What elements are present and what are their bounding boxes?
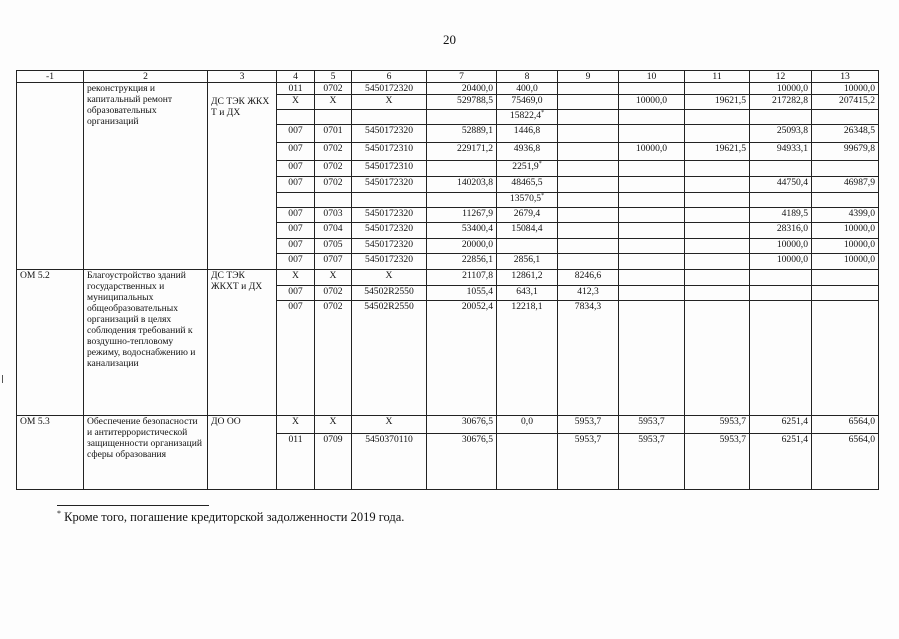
section-cell: 0703 <box>315 208 352 223</box>
table-row <box>17 270 879 286</box>
column-header: 4 <box>277 71 315 83</box>
amount-value: 4936,8 <box>513 143 541 154</box>
footnote-mark: * <box>57 508 61 518</box>
column-header: 13 <box>812 71 879 83</box>
year-2019-cell <box>497 434 558 490</box>
amount-value: 13570,5 <box>509 193 542 204</box>
year-2019-cell <box>497 95 558 110</box>
target-article-cell: 5450172310 <box>352 143 427 161</box>
year-2019-cell <box>497 416 558 434</box>
amount-value: 12218,1 <box>511 301 543 312</box>
year-2023-cell <box>750 161 812 177</box>
table-row <box>17 83 879 95</box>
grbs-cell: 007 <box>277 301 315 416</box>
year-2024-cell: 10000,0 <box>812 83 879 95</box>
target-article-cell: 5450370110 <box>352 434 427 490</box>
year-2021-cell <box>619 286 685 301</box>
measure-code <box>17 83 84 270</box>
year-2023-cell: 94933,1 <box>750 143 812 161</box>
section-cell: 0701 <box>315 125 352 143</box>
total-amount-cell <box>427 161 497 177</box>
year-2022-cell <box>685 177 750 193</box>
year-2022-cell <box>685 125 750 143</box>
year-2019-cell <box>497 208 558 223</box>
table-header-row <box>17 71 879 83</box>
year-2020-cell <box>558 110 619 125</box>
year-2021-cell <box>619 301 685 416</box>
grbs-cell <box>277 193 315 208</box>
section-cell: Х <box>315 95 352 110</box>
year-2019-cell <box>497 125 558 143</box>
column-header: 8 <box>497 71 558 83</box>
grbs-cell: 011 <box>277 83 315 95</box>
year-2020-cell <box>558 83 619 95</box>
column-header: 12 <box>750 71 812 83</box>
budget-table <box>16 70 879 490</box>
total-amount-cell: 140203,8 <box>427 177 497 193</box>
year-2024-cell: 6564,0 <box>812 434 879 490</box>
measure-name: Обеспечение безопасности и антитеррористической защищенности организаций сферы образования <box>84 416 208 490</box>
responsible-executor: ДС ТЭК ЖКХ Т и ДХ <box>208 83 277 270</box>
year-2020-cell <box>558 239 619 254</box>
year-2019-cell <box>497 161 558 177</box>
year-2021-cell: 10000,0 <box>619 143 685 161</box>
year-2019-cell <box>497 83 558 95</box>
year-2024-cell <box>812 301 879 416</box>
year-2024-cell: 4399,0 <box>812 208 879 223</box>
target-article-cell: Х <box>352 416 427 434</box>
table-row <box>17 416 879 434</box>
footnote-ref-mark: * <box>538 160 542 167</box>
year-2023-cell: 4189,5 <box>750 208 812 223</box>
year-2023-cell <box>750 193 812 208</box>
year-2023-cell: 6251,4 <box>750 416 812 434</box>
section-cell: 0702 <box>315 286 352 301</box>
year-2020-cell <box>558 254 619 270</box>
amount-value: 15822,4 <box>509 110 542 121</box>
target-article-cell: 54502R2550 <box>352 301 427 416</box>
total-amount-cell: 529788,5 <box>427 95 497 110</box>
year-2024-cell: 207415,2 <box>812 95 879 110</box>
page-number: 20 <box>443 32 456 47</box>
year-2024-cell <box>812 110 879 125</box>
section-cell: 0702 <box>315 83 352 95</box>
target-article-cell: 5450172320 <box>352 177 427 193</box>
year-2020-cell: 5953,7 <box>558 434 619 490</box>
total-amount-cell <box>427 193 497 208</box>
column-header: 10 <box>619 71 685 83</box>
year-2019-cell <box>497 223 558 239</box>
year-2023-cell: 25093,8 <box>750 125 812 143</box>
year-2020-cell <box>558 193 619 208</box>
year-2019-cell <box>497 286 558 301</box>
year-2024-cell: 46987,9 <box>812 177 879 193</box>
year-2022-cell <box>685 301 750 416</box>
grbs-cell: Х <box>277 95 315 110</box>
section-cell: 0702 <box>315 301 352 416</box>
amount-value: 2856,1 <box>513 254 541 265</box>
target-article-cell: 54502R2550 <box>352 286 427 301</box>
target-article-cell: Х <box>352 95 427 110</box>
grbs-cell: 011 <box>277 434 315 490</box>
year-2019-cell <box>497 301 558 416</box>
target-article-cell: 5450172320 <box>352 223 427 239</box>
year-2020-cell: 7834,3 <box>558 301 619 416</box>
year-2021-cell <box>619 83 685 95</box>
measure-name: Благоустройство зданий государственных и муниципальных общеобразовательных организаций в целях соблюдения требований к воздушно-тепловому режиму, водоснабжению и канализации <box>84 270 208 416</box>
measure-code: ОМ 5.2 <box>17 270 84 416</box>
amount-value: 2251,9 <box>512 161 539 172</box>
year-2019-cell <box>497 270 558 286</box>
footnote-separator <box>57 505 209 506</box>
grbs-cell: 007 <box>277 286 315 301</box>
footnote-ref-mark: * <box>541 192 545 199</box>
year-2023-cell: 44750,4 <box>750 177 812 193</box>
year-2024-cell: 10000,0 <box>812 239 879 254</box>
grbs-cell: 007 <box>277 239 315 254</box>
total-amount-cell: 20000,0 <box>427 239 497 254</box>
year-2022-cell <box>685 161 750 177</box>
year-2022-cell: 19621,5 <box>685 95 750 110</box>
year-2021-cell <box>619 208 685 223</box>
amount-value: 0,0 <box>521 416 533 427</box>
amount-value: 15084,4 <box>511 223 543 234</box>
total-amount-cell: 22856,1 <box>427 254 497 270</box>
year-2019-cell <box>497 193 558 208</box>
year-2021-cell: 10000,0 <box>619 95 685 110</box>
year-2021-cell <box>619 254 685 270</box>
target-article-cell: 5450172310 <box>352 161 427 177</box>
grbs-cell: 007 <box>277 125 315 143</box>
year-2022-cell: 19621,5 <box>685 143 750 161</box>
column-header: 2 <box>84 71 208 83</box>
year-2021-cell <box>619 161 685 177</box>
year-2019-cell <box>497 143 558 161</box>
grbs-cell: 007 <box>277 254 315 270</box>
total-amount-cell: 21107,8 <box>427 270 497 286</box>
year-2020-cell: 8246,6 <box>558 270 619 286</box>
year-2020-cell <box>558 177 619 193</box>
year-2024-cell <box>812 193 879 208</box>
year-2024-cell <box>812 270 879 286</box>
year-2023-cell: 217282,8 <box>750 95 812 110</box>
year-2023-cell: 28316,0 <box>750 223 812 239</box>
year-2020-cell <box>558 125 619 143</box>
total-amount-cell: 30676,5 <box>427 434 497 490</box>
amount-value: 2679,4 <box>513 208 541 219</box>
year-2022-cell <box>685 223 750 239</box>
year-2020-cell <box>558 208 619 223</box>
amount-value: 643,1 <box>516 286 538 297</box>
year-2022-cell: 5953,7 <box>685 434 750 490</box>
column-header: 9 <box>558 71 619 83</box>
column-header: 7 <box>427 71 497 83</box>
year-2024-cell: 6564,0 <box>812 416 879 434</box>
year-2022-cell <box>685 254 750 270</box>
grbs-cell: 007 <box>277 143 315 161</box>
year-2019-cell <box>497 239 558 254</box>
year-2019-cell <box>497 177 558 193</box>
grbs-cell: 007 <box>277 208 315 223</box>
year-2024-cell: 10000,0 <box>812 223 879 239</box>
measure-name: реконструкция и капитальный ремонт образовательных организаций <box>84 83 208 270</box>
column-header: 6 <box>352 71 427 83</box>
grbs-cell: 007 <box>277 177 315 193</box>
section-cell: 0709 <box>315 434 352 490</box>
total-amount-cell: 11267,9 <box>427 208 497 223</box>
target-article-cell: 5450172320 <box>352 208 427 223</box>
grbs-cell: Х <box>277 270 315 286</box>
year-2021-cell: 5953,7 <box>619 416 685 434</box>
target-article-cell <box>352 110 427 125</box>
amount-value: 12861,2 <box>511 270 543 281</box>
target-article-cell: 5450172320 <box>352 83 427 95</box>
footnote-text: Кроме того, погашение кредиторской задолженности 2019 года. <box>61 510 405 524</box>
year-2022-cell: 5953,7 <box>685 416 750 434</box>
year-2023-cell <box>750 301 812 416</box>
total-amount-cell: 20400,0 <box>427 83 497 95</box>
column-header: 11 <box>685 71 750 83</box>
total-amount-cell: 1055,4 <box>427 286 497 301</box>
column-header: -1 <box>17 71 84 83</box>
year-2022-cell <box>685 193 750 208</box>
year-2019-cell <box>497 254 558 270</box>
year-2020-cell <box>558 95 619 110</box>
year-2022-cell <box>685 83 750 95</box>
year-2022-cell <box>685 110 750 125</box>
total-amount-cell: 53400,4 <box>427 223 497 239</box>
year-2021-cell <box>619 270 685 286</box>
column-header: 3 <box>208 71 277 83</box>
responsible-executor: ДС ТЭК ЖКХТ и ДХ <box>208 270 277 416</box>
year-2023-cell: 10000,0 <box>750 254 812 270</box>
measure-code: ОМ 5.3 <box>17 416 84 490</box>
footnote-ref-mark: * <box>541 109 545 116</box>
year-2023-cell: 10000,0 <box>750 239 812 254</box>
scan-margin-mark <box>2 375 3 383</box>
total-amount-cell: 20052,4 <box>427 301 497 416</box>
amount-value: 1446,8 <box>513 125 541 136</box>
grbs-cell <box>277 110 315 125</box>
year-2022-cell <box>685 239 750 254</box>
section-cell: 0702 <box>315 177 352 193</box>
section-cell: Х <box>315 416 352 434</box>
year-2021-cell <box>619 110 685 125</box>
target-article-cell: Х <box>352 270 427 286</box>
year-2021-cell <box>619 239 685 254</box>
year-2024-cell <box>812 161 879 177</box>
total-amount-cell: 30676,5 <box>427 416 497 434</box>
amount-value: 400,0 <box>516 83 538 94</box>
section-cell: 0704 <box>315 223 352 239</box>
target-article-cell <box>352 193 427 208</box>
grbs-cell: Х <box>277 416 315 434</box>
section-cell: 0705 <box>315 239 352 254</box>
grbs-cell: 007 <box>277 161 315 177</box>
amount-value: 48465,5 <box>511 177 543 188</box>
year-2021-cell <box>619 193 685 208</box>
year-2022-cell <box>685 270 750 286</box>
amount-value: 75469,0 <box>511 95 543 106</box>
year-2021-cell: 5953,7 <box>619 434 685 490</box>
column-header: 5 <box>315 71 352 83</box>
section-cell: 0702 <box>315 161 352 177</box>
year-2023-cell <box>750 110 812 125</box>
year-2023-cell: 6251,4 <box>750 434 812 490</box>
footnote <box>57 510 404 525</box>
year-2021-cell <box>619 223 685 239</box>
responsible-executor: ДО ОО <box>208 416 277 490</box>
section-cell <box>315 110 352 125</box>
year-2020-cell: 412,3 <box>558 286 619 301</box>
total-amount-cell: 229171,2 <box>427 143 497 161</box>
year-2021-cell <box>619 125 685 143</box>
year-2023-cell: 10000,0 <box>750 83 812 95</box>
year-2024-cell: 26348,5 <box>812 125 879 143</box>
target-article-cell: 5450172320 <box>352 125 427 143</box>
year-2021-cell <box>619 177 685 193</box>
year-2023-cell <box>750 270 812 286</box>
year-2024-cell: 99679,8 <box>812 143 879 161</box>
target-article-cell: 5450172320 <box>352 254 427 270</box>
year-2022-cell <box>685 208 750 223</box>
section-cell <box>315 193 352 208</box>
year-2024-cell <box>812 286 879 301</box>
section-cell: Х <box>315 270 352 286</box>
year-2024-cell: 10000,0 <box>812 254 879 270</box>
target-article-cell: 5450172320 <box>352 239 427 254</box>
section-cell: 0702 <box>315 143 352 161</box>
section-cell: 0707 <box>315 254 352 270</box>
year-2022-cell <box>685 286 750 301</box>
total-amount-cell <box>427 110 497 125</box>
year-2020-cell <box>558 161 619 177</box>
total-amount-cell: 52889,1 <box>427 125 497 143</box>
year-2020-cell: 5953,7 <box>558 416 619 434</box>
grbs-cell: 007 <box>277 223 315 239</box>
year-2023-cell <box>750 286 812 301</box>
year-2019-cell <box>497 110 558 125</box>
year-2020-cell <box>558 223 619 239</box>
year-2020-cell <box>558 143 619 161</box>
